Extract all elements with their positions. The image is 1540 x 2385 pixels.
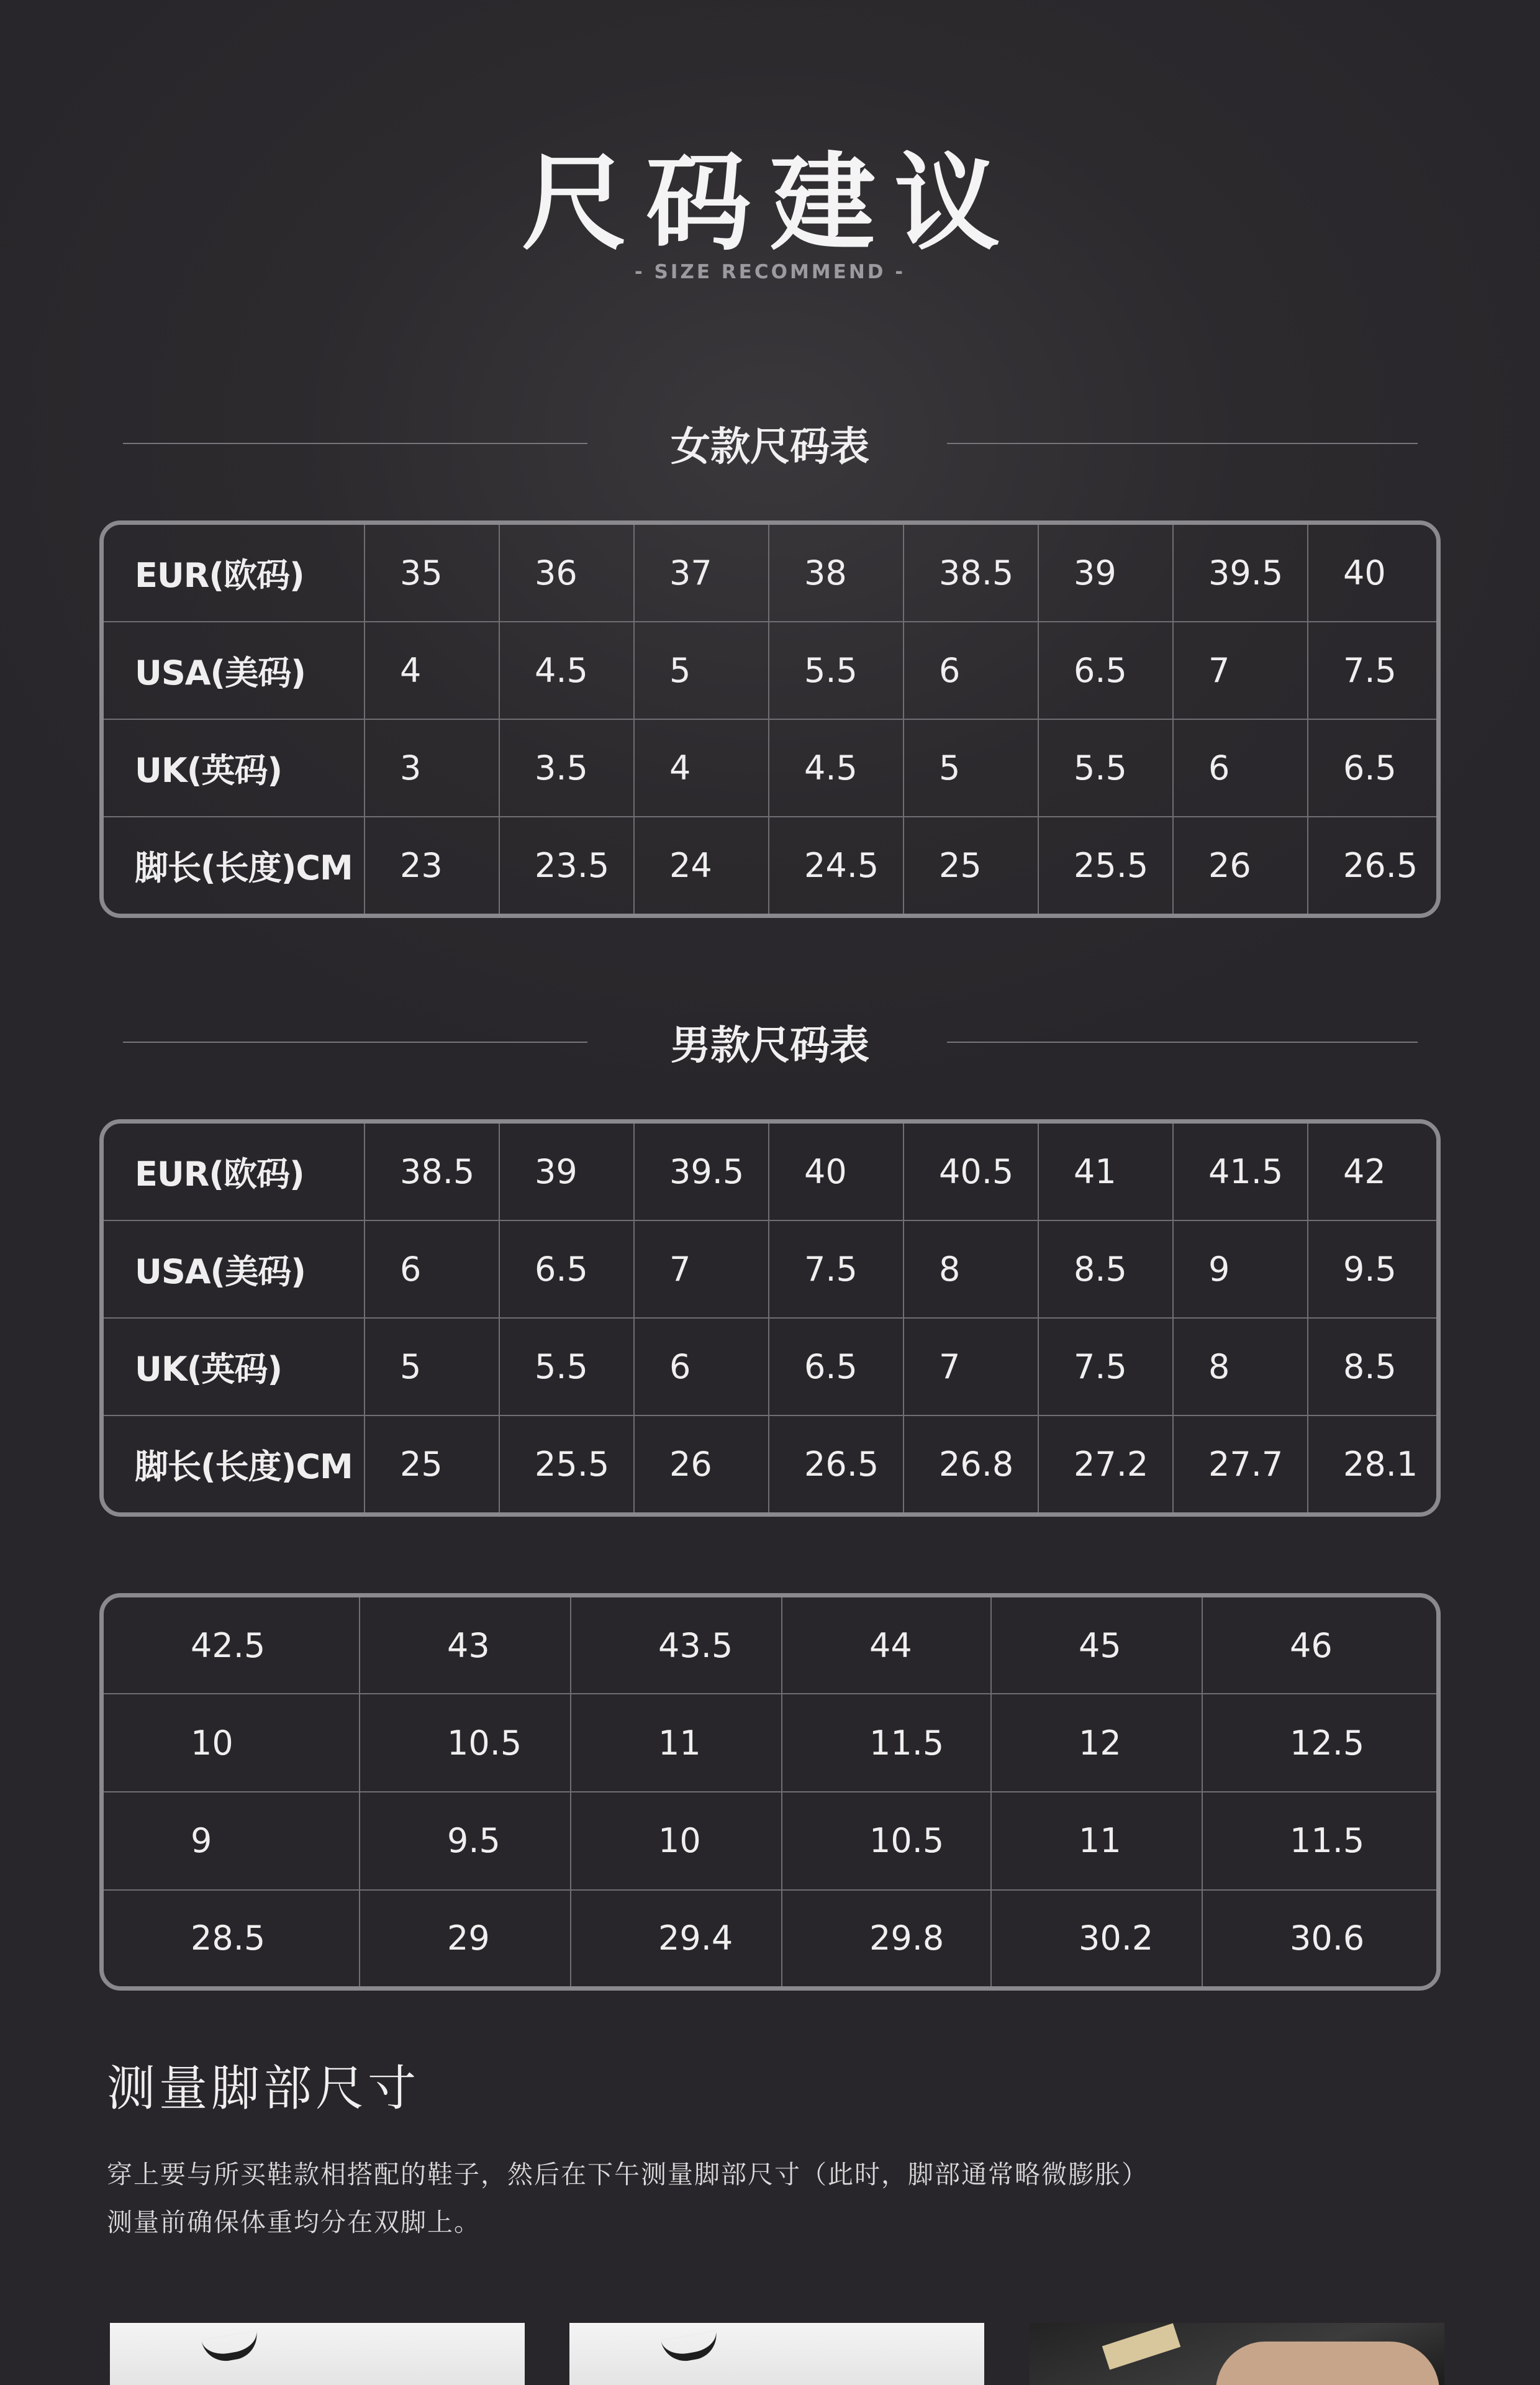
table-cell: 8.5 <box>1038 1220 1173 1318</box>
table-cell: 41 <box>1038 1124 1173 1220</box>
table-cell: 7 <box>904 1318 1038 1415</box>
table-cell: 39.5 <box>634 1124 769 1220</box>
table-cell: 30.6 <box>1202 1890 1436 1986</box>
table-row <box>104 1597 1436 1694</box>
table-cell: 38.5 <box>904 525 1038 622</box>
table-cell: 6 <box>1173 719 1308 817</box>
table-cell: 9.5 <box>360 1792 571 1890</box>
table-cell: 11.5 <box>782 1694 991 1792</box>
table-cell: 5.5 <box>1038 719 1173 817</box>
table-row <box>104 1415 1436 1512</box>
table-cell: 8 <box>904 1220 1038 1318</box>
women-size-table <box>99 520 1441 918</box>
ruler-measuring-photo <box>1030 2323 1444 2385</box>
table-cell: 3 <box>365 719 499 817</box>
table-row <box>104 1124 1436 1220</box>
table-cell: 25.5 <box>499 1415 634 1512</box>
table-cell: 7.5 <box>1038 1318 1173 1415</box>
table-cell: 10.5 <box>360 1694 571 1792</box>
table-cell: 43.5 <box>571 1597 782 1694</box>
table-cell: 6.5 <box>769 1318 904 1415</box>
table-cell: 7.5 <box>769 1220 904 1318</box>
table-row <box>104 525 1436 622</box>
table-cell: 4 <box>634 719 769 817</box>
table-row <box>104 1694 1436 1792</box>
table-cell: 5 <box>365 1318 499 1415</box>
table-row <box>104 719 1436 817</box>
table-cell: 25 <box>904 817 1038 914</box>
men-size-table-extended <box>99 1593 1441 1991</box>
swoosh-logo-icon <box>661 2330 720 2365</box>
table-cell: 5 <box>904 719 1038 817</box>
table-cell: 5 <box>634 622 769 719</box>
table-cell: 8 <box>1173 1318 1308 1415</box>
table-cell: 7 <box>634 1220 769 1318</box>
swoosh-logo-icon <box>201 2330 261 2365</box>
table-cell: 45 <box>991 1597 1202 1694</box>
table-cell: 39.5 <box>1173 525 1308 622</box>
men-size-title: 男款尺码表 <box>671 1023 869 1069</box>
table-cell: 4.5 <box>499 622 634 719</box>
table-cell: 7 <box>1173 622 1308 719</box>
table-cell: 3.5 <box>499 719 634 817</box>
table-row <box>104 1890 1436 1986</box>
men-size-table <box>99 1119 1441 1517</box>
table-cell: 26.8 <box>904 1415 1038 1512</box>
table-cell: 24.5 <box>769 817 904 914</box>
table-cell: 28.5 <box>104 1890 360 1986</box>
table-row <box>104 1220 1436 1318</box>
table-cell: 10 <box>571 1792 782 1890</box>
measure-text-line1: 穿上要与所买鞋款相搭配的鞋子，然后在下午测量脚部尺寸（此时，脚部通常略微膨胀） <box>107 2160 1148 2189</box>
page-subtitle: - SIZE RECOMMEND - <box>634 261 906 283</box>
sock-foot-photo <box>569 2323 984 2385</box>
table-cell: 5.5 <box>769 622 904 719</box>
table-row <box>104 1792 1436 1890</box>
table-cell: 4 <box>365 622 499 719</box>
table-cell: 9.5 <box>1308 1220 1436 1318</box>
row-label: EUR(欧码) <box>104 525 365 622</box>
table-cell: 8.5 <box>1308 1318 1436 1415</box>
table-cell: 27.2 <box>1038 1415 1173 1512</box>
ruler-icon <box>1102 2323 1180 2369</box>
table-cell: 41.5 <box>1173 1124 1308 1220</box>
table-cell: 25 <box>365 1415 499 1512</box>
table-cell: 6 <box>365 1220 499 1318</box>
table-cell: 35 <box>365 525 499 622</box>
table-cell: 40 <box>1308 525 1436 622</box>
table-cell: 44 <box>782 1597 991 1694</box>
table-cell: 26.5 <box>769 1415 904 1512</box>
row-label: EUR(欧码) <box>104 1124 365 1220</box>
table-cell: 6.5 <box>1308 719 1436 817</box>
table-cell: 29.8 <box>782 1890 991 1986</box>
table-row <box>104 622 1436 719</box>
table-cell: 38 <box>769 525 904 622</box>
table-cell: 29.4 <box>571 1890 782 1986</box>
table-cell: 9 <box>104 1792 360 1890</box>
table-cell: 11 <box>571 1694 782 1792</box>
table-cell: 36 <box>499 525 634 622</box>
row-label: 脚长(长度)CM <box>104 1415 365 1512</box>
table-cell: 10 <box>104 1694 360 1792</box>
table-cell: 6 <box>904 622 1038 719</box>
table-cell: 27.7 <box>1173 1415 1308 1512</box>
row-label: USA(美码) <box>104 1220 365 1318</box>
table-cell: 6.5 <box>499 1220 634 1318</box>
table-cell: 24 <box>634 817 769 914</box>
table-cell: 26.5 <box>1308 817 1436 914</box>
table-cell: 40.5 <box>904 1124 1038 1220</box>
table-cell: 7.5 <box>1308 622 1436 719</box>
table-cell: 23 <box>365 817 499 914</box>
measure-text-line2: 测量前确保体重均分在双脚上。 <box>107 2207 481 2237</box>
table-cell: 4.5 <box>769 719 904 817</box>
table-cell: 26 <box>1173 817 1308 914</box>
table-cell: 25.5 <box>1038 817 1173 914</box>
row-label: UK(英码) <box>104 719 365 817</box>
row-label: USA(美码) <box>104 622 365 719</box>
table-cell: 39 <box>499 1124 634 1220</box>
row-label: UK(英码) <box>104 1318 365 1415</box>
table-cell: 26 <box>634 1415 769 1512</box>
table-cell: 40 <box>769 1124 904 1220</box>
table-cell: 6 <box>634 1318 769 1415</box>
table-cell: 39 <box>1038 525 1173 622</box>
table-row <box>104 1318 1436 1415</box>
page-title: 尺码建议 <box>521 142 1018 265</box>
table-cell: 38.5 <box>365 1124 499 1220</box>
table-cell: 6.5 <box>1038 622 1173 719</box>
measure-title: 测量脚部尺寸 <box>107 2061 420 2117</box>
table-cell: 42.5 <box>104 1597 360 1694</box>
women-size-title: 女款尺码表 <box>671 424 869 470</box>
table-cell: 29 <box>360 1890 571 1986</box>
table-cell: 12 <box>991 1694 1202 1792</box>
table-cell: 5.5 <box>499 1318 634 1415</box>
table-cell: 12.5 <box>1202 1694 1436 1792</box>
table-cell: 37 <box>634 525 769 622</box>
table-cell: 28.1 <box>1308 1415 1436 1512</box>
table-cell: 10.5 <box>782 1792 991 1890</box>
table-cell: 11.5 <box>1202 1792 1436 1890</box>
sock-foot-photo <box>110 2323 525 2385</box>
row-label: 脚长(长度)CM <box>104 817 365 914</box>
table-cell: 46 <box>1202 1597 1436 1694</box>
table-cell: 23.5 <box>499 817 634 914</box>
hand-icon <box>1216 2342 1439 2385</box>
table-cell: 43 <box>360 1597 571 1694</box>
table-cell: 11 <box>991 1792 1202 1890</box>
table-cell: 30.2 <box>991 1890 1202 1986</box>
table-cell: 9 <box>1173 1220 1308 1318</box>
table-row <box>104 817 1436 914</box>
table-cell: 42 <box>1308 1124 1436 1220</box>
